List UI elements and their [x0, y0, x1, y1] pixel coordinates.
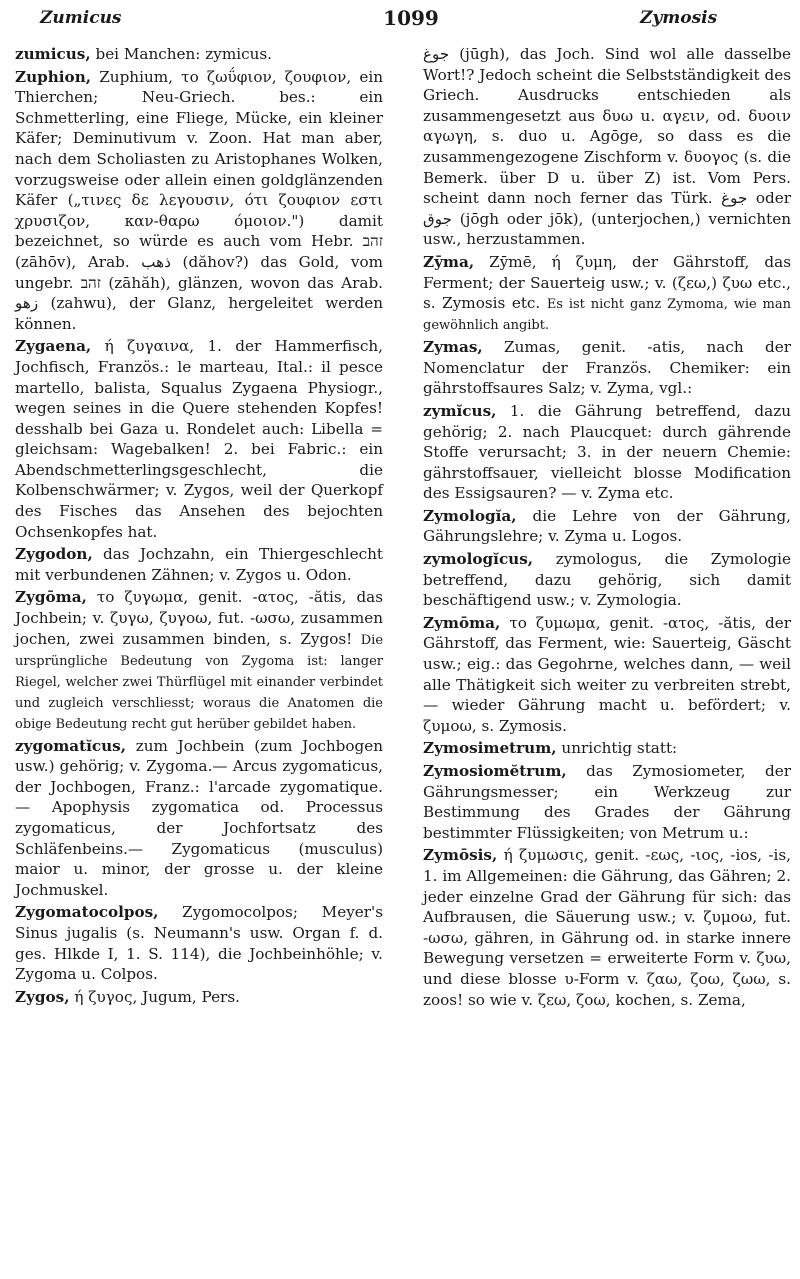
entry-text: Zuphium, το ζωΰφιον, ζουφιον, ein Thierchen; Neu-Griech. bes.: ein Schmetterling, eine Fliege, Mücke, ein kleiner Käfer; Deminutivum v. Zoon. Hat man aber, nach dem Scholiasten zu Aristophanes Wolken, vorzugsweise oder allein einen goldglänzenden Käfer („τινες δε λεγουσιν, ότι ζουφιον εστι χρυσιζον, καν-θαρω όμοιον.") damit bezeichnet, so würde es auch vom Hebr. זהב (zāhōv), Arab. ذهب (dăhov?) das Gold, vom ungebr. זהב (zāhăh), glänzen, wovon das Arab. زهو (zahwu), der Glanz, hergeleitet werden können. [15, 67, 384, 333]
entry-lemma: Zymas, [423, 338, 483, 357]
entry-text: ή ζυμωσις, genit. -εως, -ιος, -ios, -is, 1. im Allgemeinen: die Gährung, das Gähren; 2. jeder einzelne Grad der Gährung für sich: das Aufbrausen, die Säuerung usw.; v. ζυμοω, fut. -ωσω, gähren, in Gährung od. in starke innere Bewegung versetzen = erweiterte Form v. ζυω, und diese blosse υ-Form v. ζαω, ζοω, ζωω, s. zoos! so wie v. ζεω, ζοω, kochen, s. Zema, [423, 846, 792, 1009]
dictionary-entry [15, 736, 383, 901]
dictionary-entry [423, 506, 791, 547]
entry-lemma: Zygos, [15, 987, 70, 1006]
entry-lemma: Zȳma, [423, 252, 475, 271]
entry-lemma: zymĭcus, [423, 401, 497, 420]
entry-lemma: zymologĭcus, [423, 550, 534, 569]
dictionary-entry [15, 336, 383, 542]
entry-text: το ζυμωμα, genit. -ατος, -ătis, der Gährstoff, das Ferment, wie: Sauerteig, Gäscht usw.; eig.: das Gegohrne, welches dann, — weil alle Thätigkeit sich weiter zu verbreiten strebt, — wieder Gährung macht u. befördert; v. ζυμοω, s. Zymosis. [423, 613, 791, 735]
dictionary-entry [423, 761, 791, 843]
entry-lemma: zygomatĭcus, [15, 736, 127, 755]
entry-lemma: zumicus, [15, 45, 91, 63]
entry-text: das Zymosiometer, der Gährungsmesser; ein Werkzeug zur Bestimmung des Grades der Gährung bestimmter Flüssigkeiten; von Metrum u.: [423, 762, 791, 842]
dictionary-entry [423, 613, 791, 737]
entry-text: Zumas, genit. -atis, nach der Nomenclatur der Französ. Chemiker: ein gährstoffsaures Salz; v. Zyma, vgl.: [423, 338, 791, 398]
dictionary-entry [423, 845, 791, 1010]
entry-lemma: Zygodon, [15, 545, 93, 564]
entry-lemma: Zygōma, [15, 588, 87, 607]
dictionary-entry [15, 544, 383, 585]
dictionary-entry [423, 44, 791, 250]
dictionary-entry [423, 337, 791, 399]
entry-lemma: Zymosimetrum, [423, 739, 557, 758]
entry-lemma: Zygaena, [15, 337, 92, 356]
dictionary-entry [15, 987, 383, 1008]
entry-lemma: Zymologĭa, [423, 506, 517, 525]
entry-note: Es ist nicht ganz Zymoma, wie man gewöhnlich angibt. [423, 297, 791, 334]
entry-text: die Lehre von der Gährung, Gährungslehre; v. Zyma u. Logos. [423, 506, 792, 546]
page-number: 1099 [383, 6, 439, 30]
entry-text: το ζυγωμα, genit. -ατος, -ătis, das Jochbein; v. ζυγω, ζυγοω, fut. -ωσω, zusammen jochen, zwei zusammen binden, s. Zygos! [15, 588, 384, 648]
entry-note: Die ursprüngliche Bedeutung von Zygoma ist: langer Riegel, welcher zwei Thürflügel mit einander verbindet und zugleich verschliesst; woraus die Anatomen die obige Bedeutung recht gut herüber gebildet haben. [15, 632, 384, 732]
entry-text: Zȳmē, ή ζυμη, der Gährstoff, das Ferment; der Sauerteig usw.; v. (ζεω,) ζυω etc., s. Zymosis etc. [423, 252, 791, 313]
dictionary-entry [423, 738, 791, 759]
entry-text: ή ζυγος, Jugum, Pers. [74, 987, 240, 1006]
header-right-guideword: Zymosis [640, 8, 718, 28]
dictionary-entry [15, 67, 383, 335]
entry-text: unrichtig statt: [561, 739, 678, 758]
entry-text: zymologus, die Zymologie betreffend, dazu gehörig, sich damit beschäftigend usw.; v. Zymologia. [423, 550, 791, 610]
entry-text: Zygomocolpos; Meyer's Sinus jugalis (s. Neumann's usw. Organ f. d. ges. Hlkde I, 1. S. 114), die Jochbeinhöhle; v. Zygoma u. Colpos. [15, 903, 383, 984]
right-column [423, 44, 791, 1012]
running-header [0, 6, 800, 32]
entry-lemma: Zymōsis, [423, 846, 498, 865]
header-left-guideword: Zumicus [40, 8, 122, 28]
entry-lemma: Zymosiomĕtrum, [423, 762, 567, 780]
entry-text: 1. die Gährung betreffend, dazu gehörig; 2. nach Plaucquet: durch gährende Stoffe verursacht; 3. in der neuern Chemie: gährstoffsauer, vielleicht blosse Modification des Essigsauren? — v. Zyma etc. [423, 401, 791, 503]
dictionary-entry [15, 587, 383, 733]
entry-lemma: Zuphion, [15, 67, 92, 86]
dictionary-entry [423, 549, 791, 611]
entry-text: zum Jochbein (zum Jochbogen usw.) gehörig; v. Zygoma.— Arcus zygomaticus, der Jochbogen, Franz.: l'arcade zygomatique. — Apophysis zygomatica od. Processus zygomaticus, der Jochfortsatz des Schläfenbeins.— Zygomaticus (musculus) maior u. minor, der grosse u. der kleine Jochmuskel. [15, 736, 383, 899]
entry-lemma: Zymōma, [423, 613, 501, 632]
entry-text: bei Manchen: zymicus. [95, 45, 273, 63]
dictionary-entry [423, 252, 791, 335]
left-column [15, 44, 383, 1009]
dictionary-entry [15, 902, 383, 984]
entry-text: ή ζυγαινα, 1. der Hammerfisch, Jochfisch, Französ.: le marteau, Ital.: il pesce martello, balista, Squalus Zygaena Physiogr., wegen seines in die Quere stehenden Kopfes! desshalb bei Gaza u. Rondelet auch: Libella = gleichsam: Wagebalken! 2. bei Fabric.: ein Abendschmetterlingsgeschlecht, die Kolbenschwärmer; v. Zygos, weil der Querkopf des Fisches das Ansehen des bejochten Ochsenkopfes hat. [15, 337, 384, 541]
dictionary-entry [423, 401, 791, 504]
entry-text: جوغ (jūgh), das Joch. Sind wol alle dasselbe Wort!? Jedoch scheint die Selbstständigkeit des Griech. Ausdrucks entschieden als zusammengesetzt aus δυω u. αγειν, od. δυοιν αγωγη, s. duo u. Agōge, so dass es die zusammengezogene Zischform v. δυογος (s. die Bemerk. über D u. über Z) ist. Vom Pers. scheint dann noch ferner das Türk. جوغ oder جوق (jōgh oder jōk), (unterjochen,) vernichten usw., herzustammen. [423, 45, 791, 249]
dictionary-entry [15, 44, 383, 65]
entry-text: das Jochzahn, ein Thiergeschlecht mit verbundenen Zähnen; v. Zygos u. Odon. [15, 545, 383, 584]
entry-lemma: Zygomatocolpos, [15, 903, 159, 922]
